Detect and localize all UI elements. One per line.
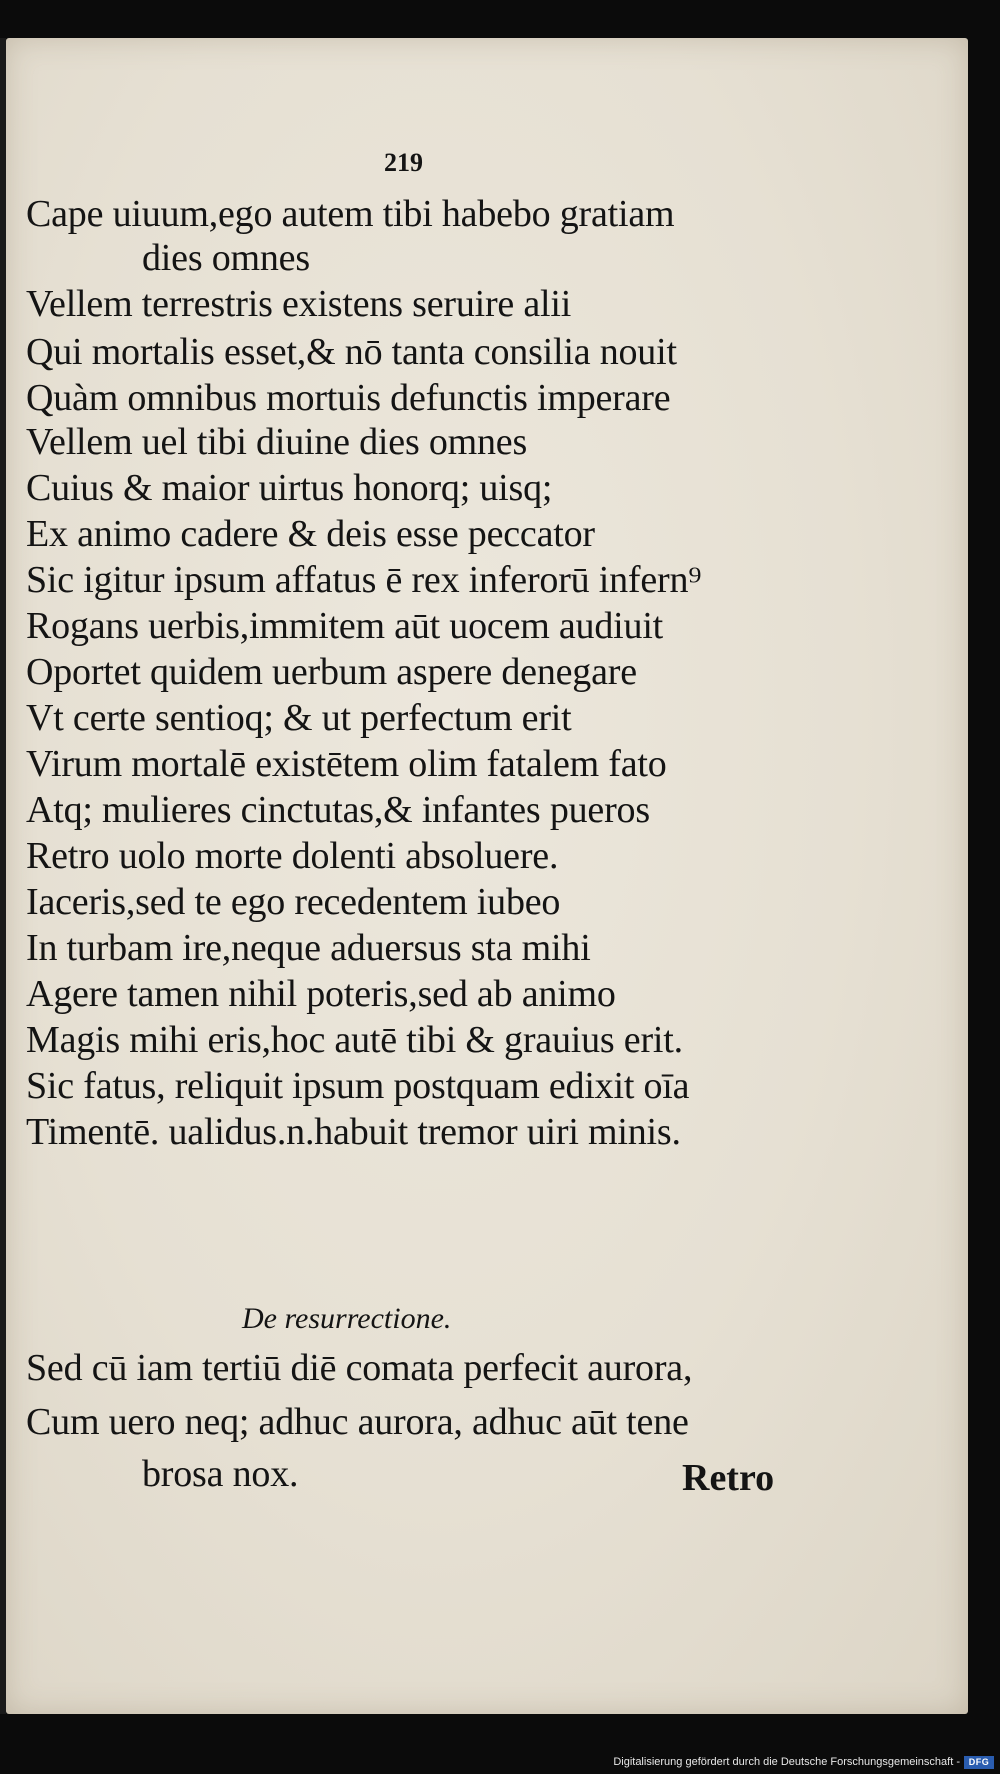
text-line: Sic igitur ipsum affatus ē rex inferorū infern⁹ [26,559,702,601]
dfg-logo-icon: DFG [964,1756,994,1769]
text-line: Magis mihi eris,hoc autē tibi & grauius erit. [26,1019,683,1061]
text-line: Cuius & maior uirtus honorq; uisq; [26,467,553,509]
text-line: Ex animo cadere & deis esse peccator [26,513,595,555]
text-line: Cape uiuum,ego autem tibi habebo gratiam [26,193,675,235]
text-line: Atq; mulieres cinctutas,& infantes pueros [26,789,650,831]
text-line: Oportet quidem uerbum aspere denegare [26,651,637,693]
text-line: Vellem terrestris existens seruire alii [26,283,572,325]
text-line: Rogans uerbis,immitem aūt uocem audiuit [26,605,664,647]
text-line: Vellem uel tibi diuine dies omnes [26,421,528,463]
catchword: Retro [682,1457,775,1499]
section-heading: De resurrectione. [242,1302,452,1335]
text-line: Sed cū iam tertiū diē comata perfecit aurora, [26,1347,693,1389]
text-line: brosa nox. [142,1453,299,1495]
text-line: Virum mortalē existētem olim fatalem fato [26,743,667,785]
footer-credit: Digitalisierung gefördert durch die Deutsche Forschungsgemeinschaft - [613,1756,960,1768]
text-line: Quàm omnibus mortuis defunctis imperare [26,377,671,419]
text-line: Agere tamen nihil poteris,sed ab animo [26,973,616,1015]
page-number: 219 [384,148,423,177]
text-line: dies omnes [142,237,310,279]
text-line: Retro uolo morte dolenti absoluere. [26,835,559,877]
text-line: In turbam ire,neque aduersus sta mihi [26,927,591,969]
text-line: Iaceris,sed te ego recedentem iubeo [26,881,561,923]
text-line: Vt certe sentioq; & ut perfectum erit [26,697,572,739]
text-line: Qui mortalis esset,& nō tanta consilia nouit [26,331,677,373]
text-line: Timentē. ualidus.n.habuit tremor uiri minis. [26,1111,681,1153]
text-line: Sic fatus, reliquit ipsum postquam edixit oīa [26,1065,690,1107]
text-line: Cum uero neq; adhuc aurora, adhuc aūt tene [26,1401,689,1443]
